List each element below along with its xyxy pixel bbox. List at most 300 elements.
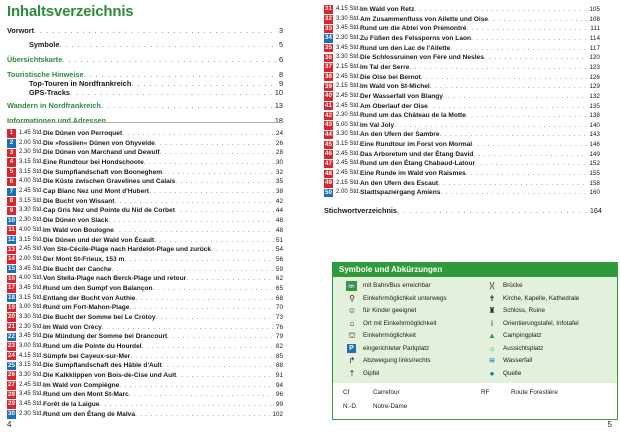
tour-duration: 2.45 Std. [19, 381, 44, 388]
tour-number-badge: 44 [325, 130, 332, 138]
tour-page: 96 [275, 391, 283, 399]
tour-number-badge: 49 [325, 179, 332, 187]
toc-index-page: 164 [589, 206, 602, 215]
tour-entry[interactable] [7, 323, 283, 332]
page-number-right: 5 [607, 420, 612, 429]
tour-page: 99 [275, 401, 283, 408]
tour-page: 114 [589, 35, 600, 42]
tour-entry[interactable] [324, 169, 600, 178]
tour-entry[interactable] [324, 5, 600, 14]
toc-leader-dots [135, 294, 273, 303]
camping-icon: ▲ [488, 331, 496, 340]
parking-icon: P [347, 344, 356, 353]
tour-entry[interactable] [324, 63, 600, 72]
tour-number-badge: 5 [7, 168, 16, 176]
tour-duration: 3.45 Std. [19, 333, 44, 340]
legend-label: Orientierungstafel, Infotafel [503, 319, 579, 327]
tour-name: Cap Blanc Nez und Mont d'Hubert [43, 188, 149, 196]
tour-name: Rund um die Pointe du Hourdel [43, 343, 142, 350]
tour-entry[interactable] [7, 129, 283, 138]
tour-duration: 3.15 Std. [19, 236, 44, 243]
tour-page: 152 [589, 160, 600, 168]
castle-icon: ♜ [488, 306, 496, 315]
tour-entry[interactable] [324, 92, 600, 101]
tour-entry[interactable] [324, 82, 600, 91]
tour-name: Der Mont St-Frieux, 153 m [43, 255, 125, 263]
tour-number-badge: 17 [8, 284, 15, 292]
toc-leader-dots [124, 255, 274, 264]
toc-entry-page: 9 [278, 79, 283, 88]
tour-duration: 2.15 Std. [336, 63, 361, 70]
tour-number-badge: 15 [8, 264, 15, 272]
toc-leader-dots [142, 342, 274, 351]
tour-name: Von Stella-Plage nach Berck-Plage und retour [43, 275, 187, 283]
tour-name: Im Wald von Boulogne [43, 226, 114, 234]
tour-duration: 2.30 Std. [19, 410, 44, 417]
tour-entry[interactable] [7, 342, 283, 351]
legend-label: Schloss, Ruine [503, 307, 545, 314]
toc-leader-dots [102, 323, 274, 332]
tour-number-badge: 36 [325, 53, 332, 61]
legend-label: Quelle [503, 369, 522, 377]
toc-index-entry[interactable] [324, 206, 602, 216]
tour-name: Am Zusammenfluss von Ailette und Oise [360, 15, 489, 23]
toc-leader-dots [156, 313, 274, 322]
tour-page: 94 [275, 381, 283, 389]
toc-leader-dots [440, 188, 587, 197]
tour-number-badge: 1 [7, 129, 16, 137]
tour-duration: 3.15 Std. [336, 141, 361, 148]
tour-number-badge: 21 [8, 323, 15, 331]
tour-entry[interactable] [7, 148, 283, 157]
abbreviation-item [481, 388, 558, 398]
tour-name: An den Ufern des Escaut [360, 179, 439, 187]
tour-name: Rund um den Lac de l'Ailette [360, 44, 451, 52]
tour-entry[interactable] [7, 332, 283, 341]
toc-entry-page: 5 [278, 40, 283, 49]
tour-name: Zu Füßen des Felssporns von Laon [360, 35, 472, 42]
tour-name: Rund um das Château de la Motte [360, 112, 466, 120]
tour-name: Rund um den Étang de Malva [43, 410, 135, 418]
tour-number-badge: 34 [325, 34, 332, 42]
tour-page: 28 [275, 149, 283, 157]
legend-item [345, 369, 379, 379]
legend-item [345, 356, 431, 366]
toc-entry[interactable] [7, 101, 283, 111]
tour-page: 32 [275, 168, 283, 176]
tour-entry[interactable] [7, 303, 283, 312]
abbreviation-key: Cf [343, 389, 350, 396]
tour-number-badge: 11 [8, 226, 15, 234]
toc-leader-dots [471, 34, 588, 43]
tour-page: 135 [589, 102, 600, 110]
tour-entry[interactable] [7, 400, 283, 409]
tour-duration: 3.45 Std. [19, 401, 44, 407]
legend-item [485, 356, 532, 366]
legend-item [345, 281, 431, 291]
tour-entry[interactable] [7, 139, 283, 148]
tour-page: 38 [275, 188, 283, 196]
tour-number-badge: 32 [325, 15, 332, 23]
tour-entry[interactable] [324, 44, 600, 53]
tour-page: 26 [275, 139, 283, 147]
tour-entry[interactable] [324, 140, 600, 149]
abbreviation-key: N.-D. [343, 403, 358, 410]
toc-leader-dots [119, 381, 274, 390]
tour-duration: 4.15 Std. [336, 6, 361, 12]
tour-name: Die Mündung der Somme bei Drancourt [43, 333, 168, 341]
tour-duration: 3.15 Std. [19, 168, 44, 175]
junction-icon: ↱ [348, 356, 356, 365]
abbreviation-value: Carrefour [373, 389, 400, 396]
abbreviation-item [343, 402, 407, 412]
toc-leader-dots [129, 303, 273, 312]
tour-number-badge: 42 [325, 111, 332, 119]
tour-duration: 2.30 Std. [19, 149, 44, 156]
tour-number-badge: 6 [7, 178, 16, 186]
tour-page: 138 [589, 112, 600, 120]
tour-duration: 2.30 Std. [19, 217, 44, 224]
tour-number-badge: 37 [325, 63, 332, 71]
tour-page: 129 [589, 83, 600, 91]
tour-number-badge: 10 [8, 216, 15, 224]
toc-leader-dots [466, 169, 588, 178]
toc-entry-label: Symbole [29, 40, 60, 49]
tour-name: Cap Gris Nez und Pointe du Nid de Corbet [43, 207, 175, 215]
tour-page: 70 [275, 304, 283, 312]
tour-name: Eine Rundtour bei Hondschoote [43, 159, 144, 166]
right-page [310, 0, 620, 432]
tour-entry[interactable] [7, 352, 283, 361]
tour-name: Forêt de la Laigue [43, 401, 100, 408]
tour-duration: 3.45 Std. [19, 391, 44, 398]
tour-page: 51 [275, 236, 283, 244]
toc-leader-dots [175, 206, 274, 215]
legend-label: Brücke [503, 282, 523, 289]
tour-number-badge: 3 [7, 149, 16, 157]
legend-item [485, 344, 543, 354]
legend-item [485, 331, 542, 341]
toc-leader-dots [160, 148, 274, 157]
legend-item [345, 331, 416, 341]
tour-number-badge: 48 [325, 169, 332, 177]
tour-number-badge: 30 [8, 410, 15, 418]
tour-name: Die Bucht der Canche [43, 265, 112, 273]
tour-duration: 5.00 Std. [336, 121, 361, 128]
tour-entry[interactable] [7, 313, 283, 322]
tour-page: 56 [275, 255, 283, 263]
tour-number-badge: 16 [8, 274, 15, 282]
tour-name: Rund um den Étang Chabaud-Latour [360, 160, 476, 168]
toc-entry-page: 8 [278, 70, 283, 79]
tour-entry[interactable] [7, 236, 283, 245]
tour-entry[interactable] [7, 255, 283, 264]
tour-page: 76 [275, 323, 283, 331]
tour-entry[interactable] [324, 102, 600, 111]
legend-item [345, 294, 447, 304]
tour-entry[interactable] [324, 111, 600, 120]
toc-leader-dots [162, 361, 274, 370]
legend-label: für Kinder geeignet [363, 307, 417, 314]
tour-number-badge: 46 [325, 150, 332, 158]
tour-name: Sümpfe bei Cayeux-sur-Mer [43, 352, 131, 360]
tour-entry[interactable] [324, 53, 600, 62]
tour-entry[interactable] [7, 371, 283, 380]
legend-label: eingerichteter Parkplatz [363, 344, 430, 352]
toc-entry-page: 6 [278, 55, 283, 64]
toc-entry[interactable] [7, 116, 283, 126]
tour-page: 42 [275, 197, 283, 205]
tour-number-badge: 4 [7, 158, 16, 166]
tour-name: Stadtspaziergang Amiens [360, 189, 441, 197]
tour-entry[interactable] [324, 121, 600, 130]
toc-leader-dots [466, 111, 587, 120]
tour-page: 146 [589, 141, 600, 149]
toc-leader-dots [484, 53, 587, 62]
tour-name: Am Oberlauf der Oise [360, 102, 428, 110]
tour-page: 48 [275, 226, 283, 234]
tour-duration: 3.45 Std. [19, 265, 44, 272]
toc-leader-dots [438, 179, 587, 188]
tour-duration: 3.45 Std. [336, 25, 361, 32]
toc-leader-dots [466, 24, 588, 33]
tour-duration: 3.30 Std. [19, 313, 44, 320]
tour-duration: 2.30 Std. [336, 35, 361, 41]
tour-name: Die Bucht der Somme bei Le Crotoy [43, 313, 156, 321]
tour-name: Die Sumpflandschaft von Booneghem [43, 168, 163, 176]
tour-entry[interactable] [324, 159, 600, 168]
legend-label: Gipfel [363, 369, 380, 377]
tour-number-badge: 19 [8, 303, 15, 311]
child-icon: ☺ [347, 306, 357, 315]
tour-number-badge: 25 [8, 361, 15, 369]
tour-entry[interactable] [324, 15, 600, 24]
tour-entry[interactable] [7, 381, 283, 390]
toc-leader-dots [70, 88, 273, 98]
page-number-left: 4 [7, 420, 12, 429]
toc-entry-page: 13 [274, 101, 283, 110]
tour-entry[interactable] [324, 24, 600, 33]
tour-entry[interactable] [7, 216, 283, 225]
tour-page: 126 [589, 73, 600, 81]
toc-leader-dots [167, 332, 274, 341]
bus-icon: 🚌 [347, 283, 356, 289]
tour-entry[interactable] [7, 274, 283, 283]
tour-name: Die Bucht von Wissant [43, 197, 115, 205]
tour-number-badge: 23 [8, 342, 15, 350]
tour-page: 44 [275, 207, 283, 215]
tour-page: 143 [589, 131, 600, 139]
toc-leader-dots [149, 187, 274, 196]
spring-icon: ● [489, 368, 495, 378]
tour-duration: 2.30 Std. [336, 112, 361, 119]
tour-number-badge: 20 [8, 313, 15, 321]
tour-entry[interactable] [324, 188, 600, 197]
toc-entry-label: Vorwort [7, 26, 35, 35]
legend-label: Kirche, Kapelle, Kathedrale [503, 294, 580, 302]
tour-duration: 1.45 Std. [19, 130, 44, 136]
tour-duration: 2.45 Std. [336, 73, 361, 80]
tour-page: 105 [589, 6, 600, 13]
tour-page: 59 [275, 265, 283, 273]
tour-number-badge: 35 [325, 44, 332, 52]
tour-name: Im Tal der Serre [360, 63, 410, 71]
toc-leader-dots [99, 400, 273, 409]
tour-name: Die Sumpflandschaft des Hâble d'Ault [43, 362, 162, 370]
tour-name: Von Ste-Cécile-Plage nach Hardelot-Plage und zurück [43, 246, 212, 254]
tour-number-badge: 40 [325, 92, 332, 100]
toc-leader-dots [162, 168, 274, 177]
toc-leader-dots [135, 410, 270, 419]
tour-number-badge: 47 [325, 159, 332, 167]
toc-leader-dots [428, 102, 588, 111]
tour-page: 73 [275, 313, 283, 321]
toc-entry[interactable] [7, 40, 283, 50]
tour-duration: 2.45 Std. [336, 150, 361, 157]
tour-entry[interactable] [324, 179, 600, 188]
tour-name: Die Kalkklippen von Bois-de-Cise und Ault [43, 372, 177, 379]
legend-label: Campingplatz [503, 332, 542, 339]
tour-name: Eine Rundtour im Forst von Mormal [360, 141, 473, 149]
tour-name: Das Arboretum und der Étang David [360, 150, 474, 158]
tour-number-badge: 39 [325, 82, 332, 90]
tour-entry[interactable] [7, 197, 283, 206]
tour-name: Der Wasserfall von Blangy [360, 92, 443, 100]
tour-name: Die Dünen und der Wald von Écault [43, 236, 155, 244]
legend-item [345, 344, 429, 354]
tour-entry[interactable] [7, 226, 283, 235]
tour-page: 132 [589, 92, 600, 100]
tour-page: 30 [275, 159, 283, 166]
tour-name: Im Wald von Crécy [43, 323, 102, 331]
toc-leader-dots [472, 140, 587, 149]
tour-page: 24 [275, 130, 283, 137]
tour-name: Entlang der Bucht von Authie [43, 294, 136, 302]
tour-entry[interactable] [324, 150, 600, 159]
hut-icon: ⛫ [348, 331, 356, 340]
tour-number-badge: 27 [8, 381, 15, 389]
tour-entry[interactable] [7, 361, 283, 370]
tour-page: 108 [589, 15, 600, 23]
tour-duration: 2.00 Std. [19, 139, 44, 146]
tour-entry[interactable] [7, 410, 283, 419]
legend-symbols [333, 277, 617, 383]
abbreviation-value: Notre-Dame [373, 403, 408, 410]
legend-label: Aussichtsplatz [503, 344, 544, 352]
tour-entry[interactable] [7, 206, 283, 215]
tour-duration: 2.00 Std. [336, 189, 361, 196]
tour-duration: 2.45 Std. [19, 246, 44, 253]
tour-entry[interactable] [7, 265, 283, 274]
toc-index-label: Stichwortverzeichnis [324, 206, 397, 215]
tour-name: Die Oise bei Bernot [360, 73, 421, 81]
toc-entry-label: Top-Touren in Nordfrankreich [29, 79, 132, 88]
tour-page: 158 [589, 179, 600, 187]
tour-page: 68 [275, 294, 283, 302]
tour-entry[interactable] [7, 177, 283, 186]
toc-entry-label: GPS-Tracks [29, 88, 70, 97]
toc-entry[interactable] [7, 88, 283, 98]
legend-item [345, 319, 436, 329]
tour-duration: 2.45 Std. [336, 160, 361, 167]
toc-leader-dots [450, 44, 588, 53]
tour-entry[interactable] [324, 73, 600, 82]
village-icon: ⌂ [349, 318, 355, 328]
divider [7, 122, 283, 123]
toc-leader-dots [114, 197, 273, 206]
tour-duration: 3.30 Std. [19, 207, 44, 214]
toc-leader-dots [130, 352, 274, 361]
toc-entry-page: 10 [274, 88, 283, 97]
tour-entry[interactable] [7, 158, 283, 167]
tour-entry[interactable] [7, 187, 283, 196]
tour-entry[interactable] [7, 168, 283, 177]
tour-entry[interactable] [7, 390, 283, 399]
toc-entry[interactable] [7, 55, 283, 65]
abbreviation-value: Route Forestière [511, 389, 558, 396]
tour-duration: 4.00 Std. [19, 226, 44, 233]
tour-name: Rund um den Sumpf von Balançon [43, 284, 153, 292]
tour-entry[interactable] [324, 34, 600, 43]
tour-duration: 4.00 Std. [19, 178, 44, 185]
tour-page: 123 [589, 63, 600, 71]
toc-leader-dots [62, 55, 277, 65]
toc-leader-dots [488, 15, 587, 24]
tour-number-badge: 24 [8, 352, 15, 360]
tour-entry[interactable] [324, 130, 600, 139]
tour-page: 91 [275, 372, 283, 379]
tour-name: Im Wald von Compiègne [43, 381, 120, 389]
tour-duration: 2.45 Std. [336, 102, 361, 109]
toc-leader-dots [112, 265, 274, 274]
tour-entry[interactable] [7, 245, 283, 254]
tour-duration: 3.30 Std. [19, 372, 44, 378]
tour-page: 140 [589, 121, 600, 129]
toc-leader-dots [414, 5, 587, 14]
tour-duration: 2.45 Std. [336, 92, 361, 99]
toc-entry-page: 3 [278, 26, 283, 35]
viewpoint-icon: ☼ [488, 343, 496, 353]
tour-duration: 2.15 Std. [336, 83, 361, 90]
toc-entry[interactable] [7, 26, 283, 36]
tour-page: 88 [275, 362, 283, 370]
legend-item [485, 319, 579, 329]
legend-box [332, 262, 618, 420]
tour-duration: 3.15 Std. [19, 294, 44, 301]
tour-duration: 3.00 Std. [19, 304, 44, 311]
tour-duration: 2.30 Std. [19, 323, 44, 330]
toc-leader-dots [144, 158, 274, 167]
tour-entry[interactable] [7, 284, 283, 293]
toc-leader-dots [211, 245, 274, 254]
toc-leader-dots [475, 159, 587, 168]
tour-name: Die Küste zwischen Gravelines und Calais [43, 178, 176, 186]
tour-page: 120 [589, 54, 600, 62]
legend-item [345, 306, 416, 316]
tour-number-badge: 33 [325, 24, 332, 32]
tour-duration: 3.15 Std. [19, 362, 44, 369]
tour-number-badge: 26 [8, 371, 15, 379]
tour-number-badge: 22 [8, 332, 15, 340]
tour-number-badge: 28 [8, 390, 15, 398]
tour-page: 48 [275, 217, 283, 225]
church-icon: ✝ [488, 293, 496, 303]
tour-number-badge: 31 [325, 5, 332, 13]
tour-page: 160 [589, 189, 600, 197]
tour-entry[interactable] [7, 294, 283, 303]
summit-icon: † [349, 368, 355, 378]
legend-label: Abzweigung links/rechts [363, 357, 431, 364]
